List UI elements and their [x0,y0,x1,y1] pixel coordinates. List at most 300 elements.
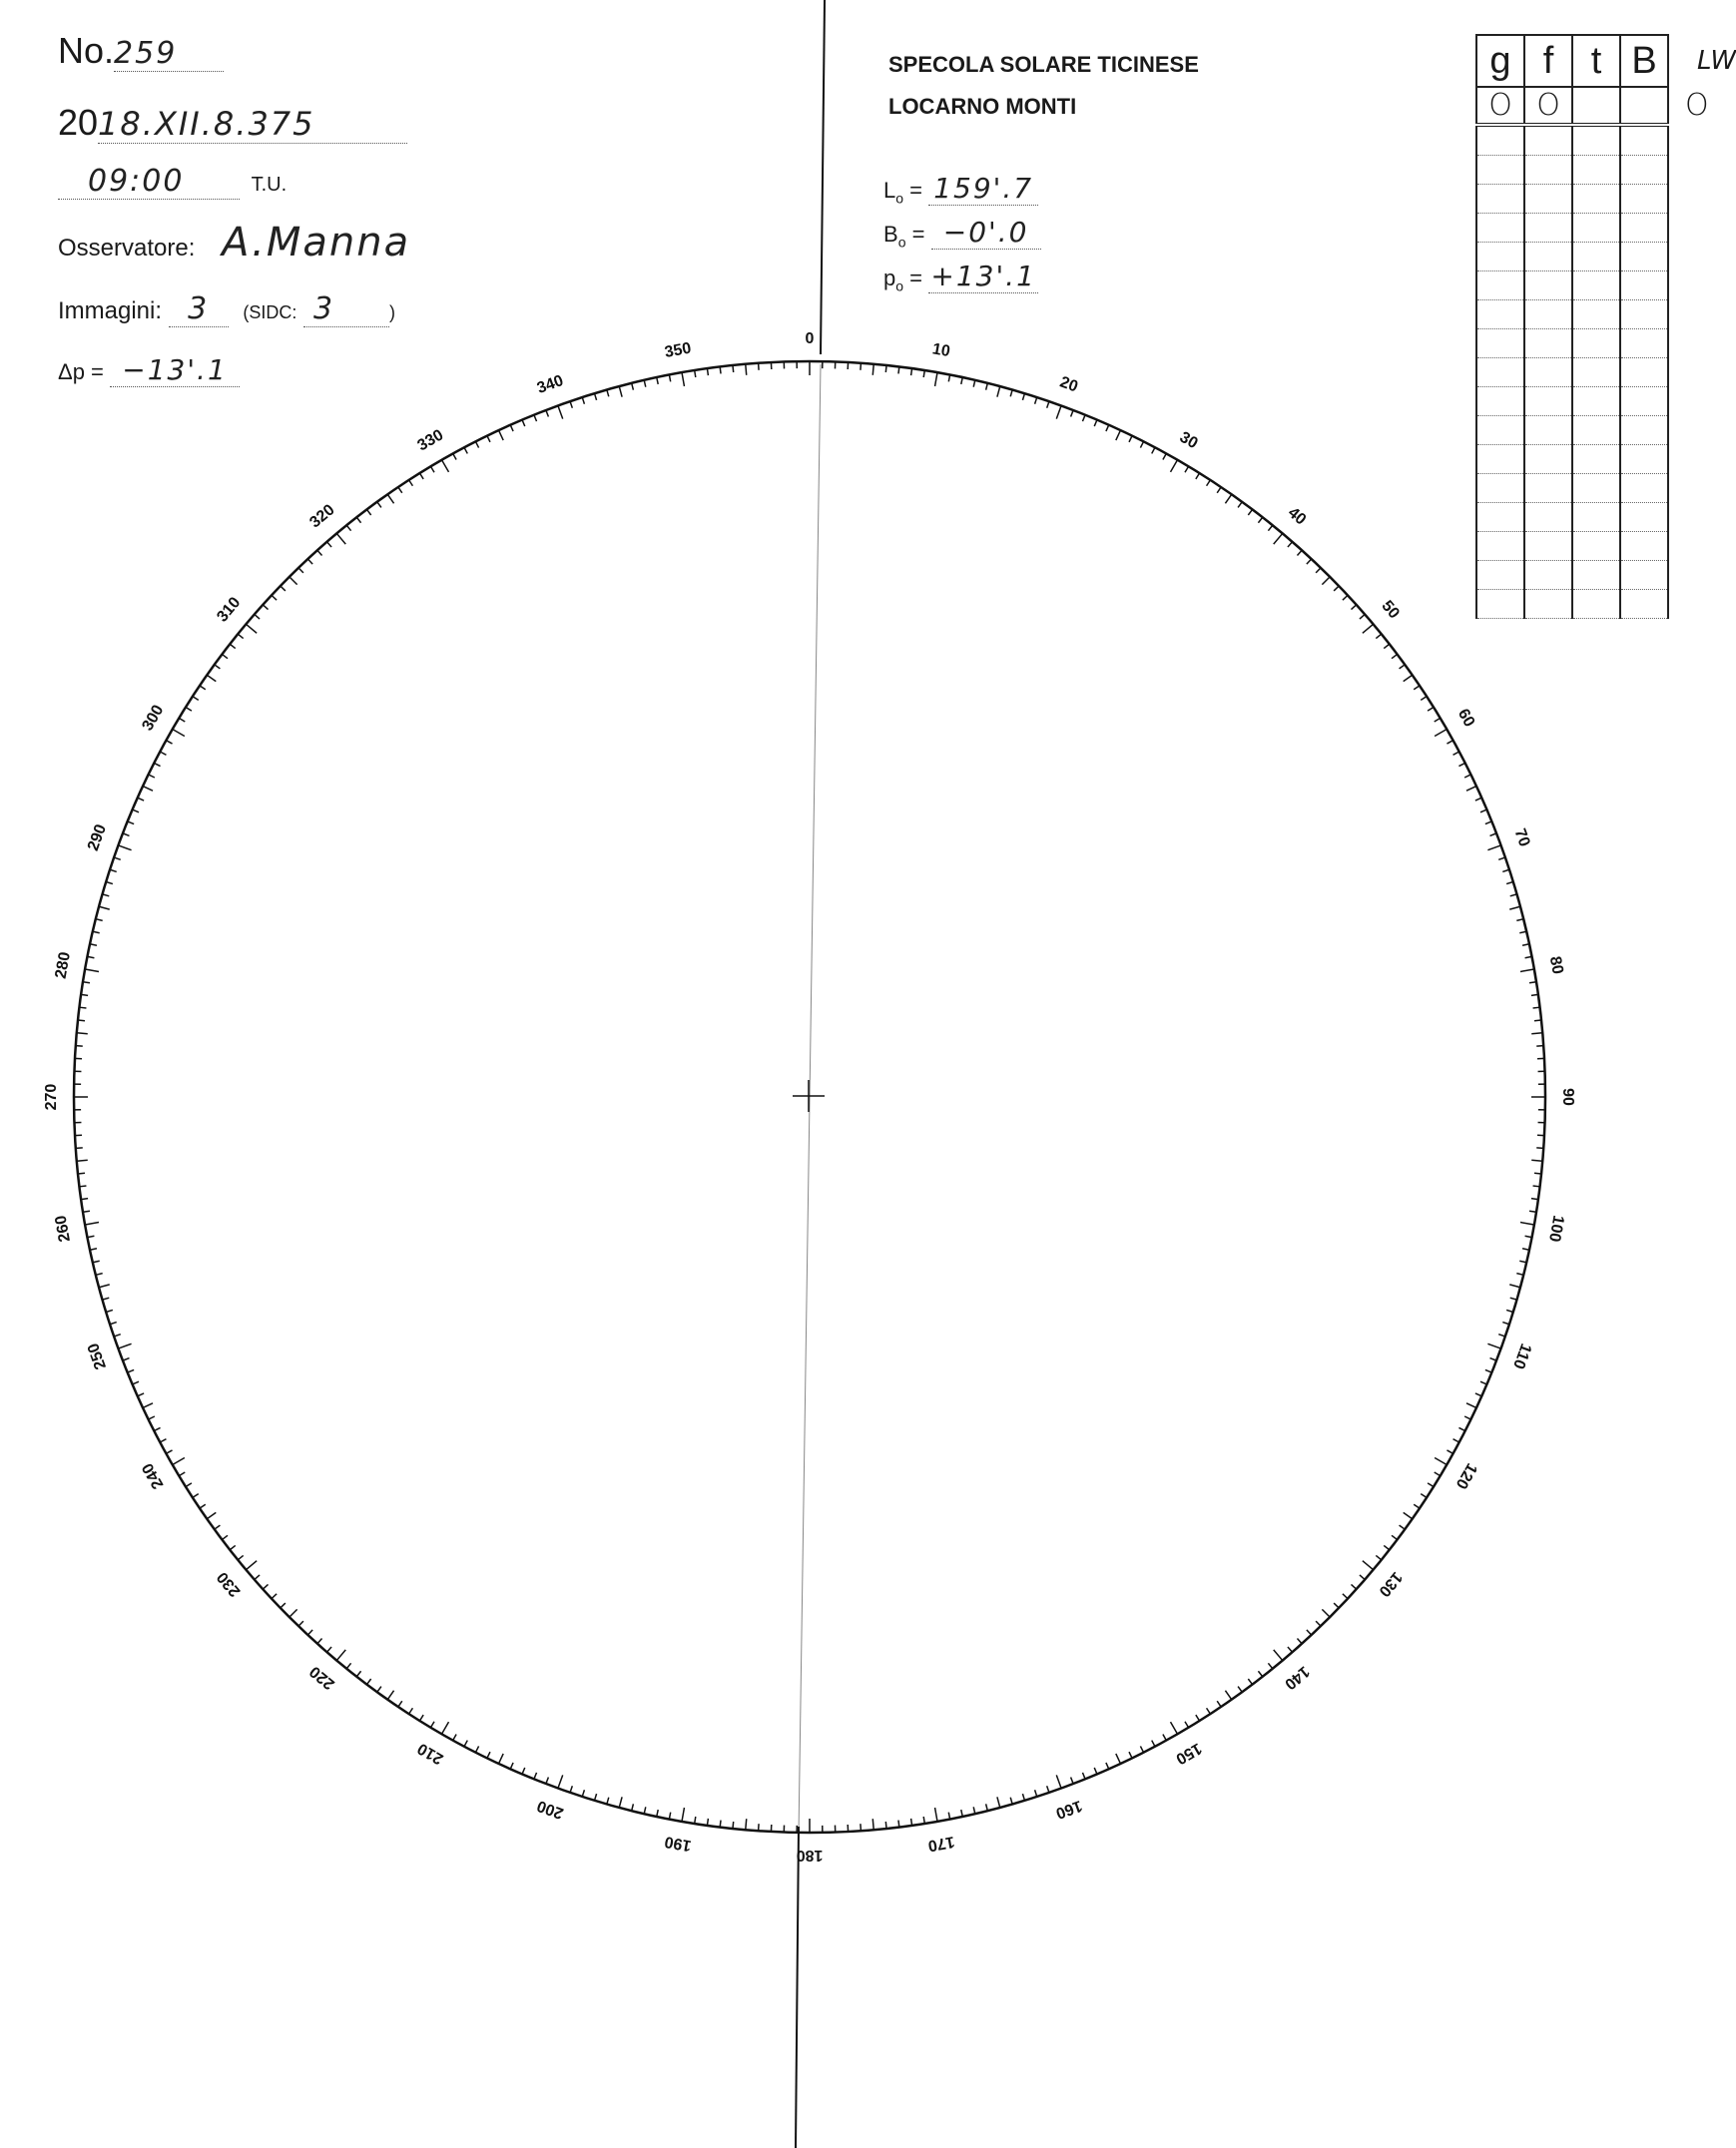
graduation-label: 290 [84,821,111,853]
graduation-tick [1334,1603,1339,1608]
cell-f[interactable]: O [1524,87,1572,125]
graduation-tick [582,1790,584,1797]
graduation-tick [1140,1746,1143,1752]
graduation-tick [99,1285,110,1288]
graduation-label: 200 [534,1796,566,1823]
graduation-tick [1152,447,1155,453]
empty-cell[interactable] [1524,358,1572,387]
graduation-tick [346,1663,350,1668]
empty-cell[interactable] [1476,329,1524,358]
graduation-tick [79,1186,86,1187]
graduation-label: 210 [414,1739,447,1768]
empty-cell[interactable] [1524,387,1572,416]
graduation-tick [644,380,646,387]
graduation-tick [1466,1403,1476,1408]
graduation-tick [733,365,734,372]
graduation-tick [356,1671,360,1677]
empty-cell[interactable] [1572,329,1620,358]
lo-sub: o [895,190,904,207]
graduation-tick [1288,542,1293,547]
empty-cell[interactable] [1620,214,1668,243]
table-row [1476,87,1668,125]
graduation-tick [317,1638,322,1643]
empty-cell[interactable] [1572,125,1620,156]
graduation-label: 20 [1057,373,1080,396]
graduation-tick [179,718,185,722]
graduation-tick [200,1504,206,1508]
empty-cell[interactable] [1476,243,1524,271]
graduation-tick [1094,1768,1097,1774]
graduation-tick [1384,1545,1390,1549]
graduation-label: 50 [1378,597,1403,623]
graduation-tick [160,752,166,755]
axis-line-inner [799,364,821,1835]
empty-cell[interactable] [1476,445,1524,474]
graduation-tick [1082,415,1085,421]
empty-cell[interactable] [1476,590,1524,619]
graduation-tick [110,1323,117,1325]
graduation-tick [475,1746,478,1752]
graduation-tick [510,1763,513,1769]
graduation-tick [1116,430,1121,440]
number-value[interactable]: 259 [114,36,224,72]
graduation-tick [961,377,962,384]
empty-cell[interactable] [1572,243,1620,271]
graduation-tick [103,1298,110,1300]
graduation-label: 230 [214,1568,245,1600]
empty-cell[interactable] [1476,387,1524,416]
graduation-tick [317,550,322,555]
graduation-tick [1453,752,1459,755]
graduation-tick [997,386,1000,397]
graduation-tick [1392,1535,1398,1539]
graduation-tick [1435,1472,1441,1476]
graduation-tick [632,383,634,390]
graduation-tick [746,364,747,375]
empty-cell[interactable] [1524,125,1572,156]
graduation-tick [154,763,160,766]
images-value[interactable]: 3 [169,291,229,327]
graduation-tick [1363,624,1374,633]
graduation-tick [1307,1630,1312,1635]
empty-cell[interactable] [1476,561,1524,590]
empty-cell[interactable] [1620,561,1668,590]
graduation-tick [682,1808,684,1822]
sidc-close: ) [389,302,396,322]
graduation-tick [1363,1561,1374,1570]
graduation-tick [1268,1663,1272,1668]
column-header-t: t [1572,35,1620,87]
cell-t[interactable] [1572,87,1620,125]
empty-cell[interactable] [1572,214,1620,243]
graduation-tick [106,882,113,884]
graduation-tick [1487,845,1500,850]
empty-cell[interactable] [1476,214,1524,243]
bo-value[interactable]: −0'.0 [931,216,1041,250]
empty-cell[interactable] [1572,185,1620,214]
empty-cell[interactable] [1476,156,1524,185]
empty-cell[interactable] [1524,416,1572,445]
empty-cell[interactable] [1620,532,1668,561]
graduation-tick [289,577,297,585]
graduation-tick [986,1804,988,1811]
graduation-label: 270 [43,1083,61,1111]
table-row [1476,474,1668,503]
graduation-tick [1322,577,1330,585]
empty-cell[interactable] [1476,185,1524,214]
date-field [58,102,407,144]
images-label: Immagini: [58,297,163,324]
empty-cell[interactable] [1572,358,1620,387]
graduation-tick [114,857,121,859]
graduation-tick [1343,595,1348,600]
number-label: No. [58,30,115,71]
graduation-label: 250 [84,1341,111,1372]
po-label: p [883,266,896,290]
graduation-tick [1414,686,1420,690]
observer-field [58,220,410,266]
graduation-tick [1534,1173,1541,1174]
graduation-tick [1351,605,1356,610]
po-value[interactable]: +13'.1 [928,260,1038,293]
graduation-tick [1522,944,1529,945]
graduation-tick [1506,882,1513,884]
table-row [1476,387,1668,416]
graduation-tick [453,453,456,459]
graduation-tick [272,595,277,600]
time-value[interactable]: 09:00 [58,164,240,200]
graduation-tick [1509,1285,1520,1288]
graduation-label: 30 [1176,428,1201,453]
graduation-label: 160 [1053,1796,1085,1823]
graduation-label: 150 [1172,1739,1205,1768]
empty-cell[interactable] [1620,387,1668,416]
table-header-row [1476,35,1668,87]
empty-cell[interactable] [1524,590,1572,619]
empty-cell[interactable] [1572,271,1620,300]
number-field [58,30,224,72]
graduation-tick [1316,1621,1321,1626]
graduation-label: 0 [805,330,815,348]
observer-value[interactable]: A.Manna [222,220,411,266]
graduation-tick [106,1310,113,1312]
graduation-tick [272,1594,277,1599]
graduation-tick [1516,919,1523,921]
graduation-tick [720,366,721,373]
empty-cell[interactable] [1476,474,1524,503]
graduation-label: 280 [52,950,74,980]
graduation-tick [133,809,139,812]
graduation-label: 60 [1453,706,1478,731]
graduation-label: 40 [1284,504,1310,529]
graduation-label: 240 [139,1459,168,1492]
lw-value[interactable]: O [1685,88,1709,123]
graduation-label: 300 [139,702,168,735]
graduation-tick [103,894,110,896]
graduation-tick [118,1343,131,1348]
center-cross [793,1080,825,1112]
graduation-tick [1533,1186,1540,1187]
graduation-tick [872,364,873,375]
graduation-tick [1035,397,1037,404]
graduation-tick [570,1786,572,1793]
graduation-tick [487,436,490,442]
empty-cell[interactable] [1620,329,1668,358]
graduation-label: 110 [1509,1341,1534,1371]
graduation-tick [1207,480,1211,486]
graduation-tick [1351,1584,1356,1589]
graduation-tick [1447,1450,1452,1453]
graduation-label: 190 [663,1833,693,1855]
graduation-tick [138,1393,144,1396]
graduation-tick [657,1810,658,1817]
empty-cell[interactable] [1524,503,1572,532]
empty-cell[interactable] [1620,590,1668,619]
graduation-tick [1225,1691,1231,1700]
lo-label: L [883,178,896,203]
table-row [1476,416,1668,445]
graduation-tick [230,1545,236,1549]
graduation-tick [1196,473,1200,479]
graduation-tick [973,1807,975,1814]
column-header-b: B [1620,35,1668,87]
graduation-tick [935,372,937,386]
graduation-tick [387,1691,393,1700]
graduation-tick [1475,798,1481,801]
table-row [1476,185,1668,214]
cell-g[interactable]: O [1476,87,1524,125]
po-equals: = [909,266,923,290]
graduation-tick [377,502,381,508]
empty-cell[interactable] [1524,329,1572,358]
graduation-tick [632,1804,634,1811]
empty-cell[interactable] [1476,503,1524,532]
empty-cell[interactable] [1620,300,1668,329]
graduation-tick [1288,1647,1293,1652]
graduation-tick [1531,994,1538,995]
empty-cell[interactable] [1620,243,1668,271]
table-row [1476,503,1668,532]
graduation-tick [336,533,345,544]
graduation-tick [1428,1483,1434,1487]
empty-cell[interactable] [1524,271,1572,300]
empty-cell[interactable] [1476,416,1524,445]
graduation-tick [607,1798,609,1805]
graduation-tick [346,525,350,530]
empty-cell[interactable] [1572,300,1620,329]
graduation-tick [546,1778,549,1785]
empty-cell[interactable] [1572,503,1620,532]
empty-cell[interactable] [1524,561,1572,590]
graduation-tick [1217,1701,1221,1707]
empty-cell[interactable] [1620,185,1668,214]
graduation-tick [885,365,886,372]
graduation-tick [81,1199,88,1200]
empty-cell[interactable] [1524,156,1572,185]
empty-cell[interactable] [1572,561,1620,590]
empty-cell[interactable] [1620,416,1668,445]
graduation-label: 220 [306,1662,338,1693]
graduation-tick [1498,1335,1505,1337]
graduation-tick [682,372,684,386]
graduation-tick [118,845,131,850]
graduation-tick [326,542,331,547]
graduation-label: 80 [1545,954,1566,976]
graduation-tick [1510,894,1517,896]
graduation-tick [1475,1393,1481,1396]
graduation-tick [1010,390,1012,397]
graduation-tick [409,1708,413,1714]
empty-cell[interactable] [1620,125,1668,156]
empty-cell[interactable] [1572,532,1620,561]
graduation-tick [110,869,117,871]
graduation-tick [186,1483,192,1487]
group-count-table [1475,34,1669,619]
graduation-tick [1248,509,1252,515]
empty-cell[interactable] [1572,474,1620,503]
empty-cell[interactable] [1524,185,1572,214]
graduation-tick [166,1450,172,1453]
empty-cell[interactable] [1572,416,1620,445]
graduation-tick [1047,1786,1049,1793]
graduation-tick [246,1561,257,1570]
empty-cell[interactable] [1572,387,1620,416]
graduation-tick [1297,1638,1302,1643]
graduation-tick [366,1679,370,1685]
graduation-tick [1498,857,1505,859]
empty-cell[interactable] [1572,445,1620,474]
empty-cell[interactable] [1620,271,1668,300]
graduation-label: 140 [1281,1662,1313,1693]
empty-cell[interactable] [1524,300,1572,329]
table-row [1476,445,1668,474]
lo-equals: = [909,178,923,203]
empty-cell[interactable] [1524,474,1572,503]
graduation-label: 70 [1510,826,1533,849]
sidc-label: (SIDC: [243,302,297,322]
empty-cell[interactable] [1476,358,1524,387]
graduation-tick [193,1494,199,1498]
graduation-tick [1360,614,1365,619]
cell-b[interactable] [1620,87,1668,125]
graduation-tick [1520,969,1534,971]
graduation-tick [430,1722,434,1728]
graduation-tick [935,1808,937,1822]
delta-p-value[interactable]: −13'.1 [110,353,240,387]
graduation-tick [1274,533,1283,544]
graduation-tick [128,821,134,824]
graduation-tick [78,1173,85,1174]
graduation-tick [123,833,130,836]
graduation-tick [973,380,975,387]
empty-cell[interactable] [1620,503,1668,532]
po-field [883,260,1038,293]
graduation-tick [707,1819,708,1826]
column-header-g: g [1476,35,1524,87]
graduation-tick [1435,730,1447,737]
graduation-tick [398,487,402,493]
empty-cell[interactable] [1524,445,1572,474]
graduation-tick [255,1575,260,1580]
graduation-tick [558,405,563,418]
graduation-tick [1519,1261,1526,1263]
date-value[interactable]: 18.XII.8.375 [98,105,407,144]
empty-cell[interactable] [1524,214,1572,243]
empty-cell[interactable] [1620,445,1668,474]
graduation-tick [1238,502,1242,508]
graduation-tick [398,1701,402,1707]
graduation-tick [81,994,88,995]
graduation-tick [173,730,185,737]
graduation-tick [85,1223,99,1225]
empty-cell[interactable] [1476,125,1524,156]
lo-value[interactable]: 159'.7 [928,172,1038,206]
table-row [1476,561,1668,590]
graduation-tick [79,1007,86,1008]
graduation-tick [207,675,216,681]
empty-cell[interactable] [1620,358,1668,387]
graduation-tick [1316,568,1321,573]
graduation-tick [215,1525,221,1529]
graduation-tick [1047,401,1049,408]
graduation-tick [387,494,393,503]
empty-cell[interactable] [1620,474,1668,503]
sidc-value[interactable]: 3 [303,291,389,327]
graduation-tick [419,1715,423,1721]
graduation-tick [1400,665,1406,669]
graduation-tick [336,1650,345,1661]
graduation-tick [1258,517,1262,523]
empty-cell[interactable] [1476,532,1524,561]
graduation-tick [1010,1798,1012,1805]
delta-p-field [58,353,240,387]
graduation-tick [1071,1778,1074,1785]
empty-cell[interactable] [1476,300,1524,329]
graduation-tick [1464,1416,1470,1419]
graduation-tick [160,1439,166,1442]
graduation-tick [238,634,243,638]
graduation-tick [138,798,144,801]
empty-cell[interactable] [1620,156,1668,185]
empty-cell[interactable] [1524,243,1572,271]
empty-cell[interactable] [1572,156,1620,185]
empty-cell[interactable] [1524,532,1572,561]
images-field [58,291,395,327]
graduation-tick [263,605,268,610]
graduation-tick [1453,1439,1459,1442]
graduation-tick [1533,1007,1540,1008]
graduation-tick [1522,1249,1529,1250]
graduation-tick [464,1741,467,1747]
graduation-tick [1506,1310,1513,1312]
graduation-tick [595,393,597,400]
graduation-tick [1400,1525,1406,1529]
graduation-tick [1258,1671,1262,1677]
graduation-tick [1502,1323,1509,1325]
graduation-tick [1217,487,1221,493]
empty-cell[interactable] [1476,271,1524,300]
graduation-tick [1056,1775,1061,1788]
graduation-tick [1334,586,1339,591]
graduation-tick [1129,1752,1132,1758]
graduation-label: 320 [306,501,338,532]
table-row [1476,214,1668,243]
empty-cell[interactable] [1572,590,1620,619]
graduation-tick [997,1797,1000,1808]
column-header-f: f [1524,35,1572,87]
graduation-tick [607,390,609,397]
institution-line-2: LOCARNO MONTI [888,94,1077,119]
